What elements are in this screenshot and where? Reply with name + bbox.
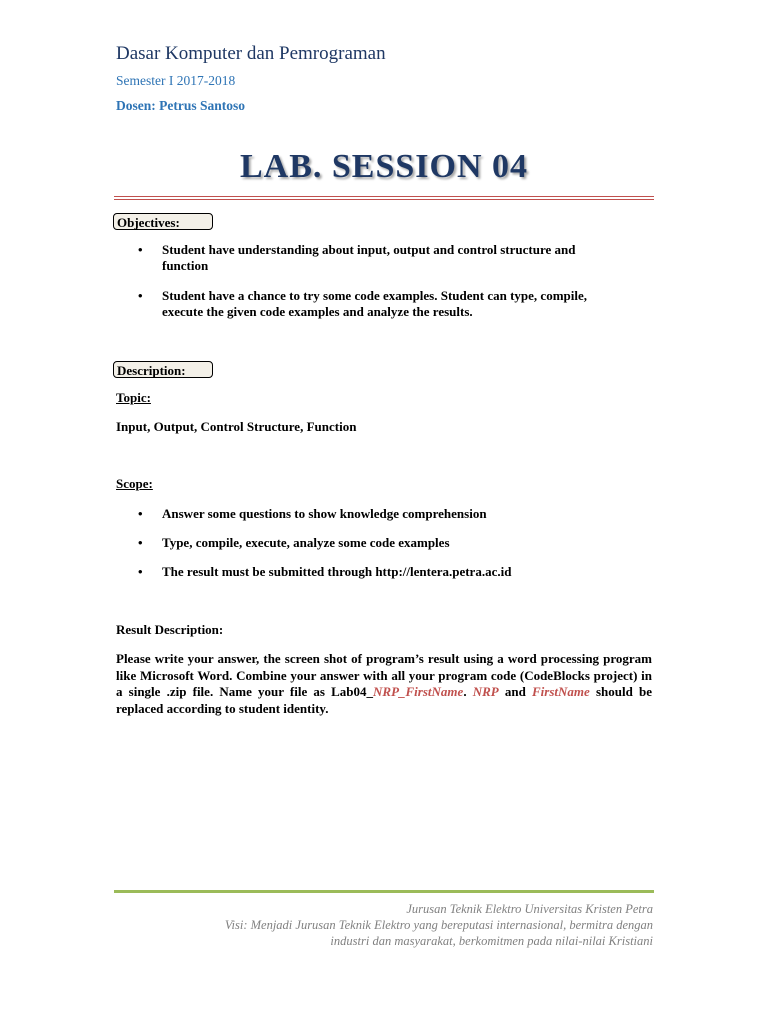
- semester-label: Semester I 2017-2018: [116, 73, 236, 88]
- result-text-part: Please write your answer, the screen shot of program’s result using a word processing program like Microsoft Word. Combine your answer with all your program code (CodeBlocks project) in a single .zip file. Name your file as Lab04_: [116, 651, 652, 699]
- bullet-icon: •: [138, 564, 143, 579]
- bullet-icon: •: [138, 506, 143, 521]
- lab-session-title: LAB. SESSION 04: [239, 148, 529, 185]
- list-item: [116, 288, 622, 320]
- objectives-label: Objectives:: [113, 213, 213, 230]
- list-item: [116, 564, 622, 580]
- bullet-icon: •: [138, 288, 143, 303]
- objective-text: Student have understanding about input, output and control structure and function: [162, 242, 576, 273]
- scope-list: [116, 506, 622, 593]
- scope-heading: Scope:: [116, 476, 153, 491]
- footer-divider: [114, 890, 654, 893]
- footer-line: industri dan masyarakat, berkomitmen pada nilai-nilai Kristiani: [330, 934, 653, 948]
- topic-text: Input, Output, Control Structure, Function: [116, 419, 357, 434]
- result-heading: Result Description:: [116, 622, 224, 637]
- result-emphasis: FirstName: [532, 684, 590, 699]
- bullet-icon: •: [138, 535, 143, 550]
- description-label: Description:: [113, 361, 213, 378]
- bullet-icon: •: [138, 242, 143, 257]
- objective-text: Student have a chance to try some code examples. Student can type, compile, execute the given code examples and analyze the results.: [162, 288, 587, 319]
- scope-text: Answer some questions to show knowledge comprehension: [162, 506, 487, 521]
- topic-heading: Topic:: [116, 390, 151, 405]
- result-text-part: and: [498, 684, 533, 699]
- footer-line: Visi: Menjadi Jurusan Teknik Elektro yang bereputasi internasional, bermitra dengan: [224, 918, 653, 932]
- result-emphasis: NRP: [472, 684, 499, 699]
- course-title: Dasar Komputer dan Pemrograman: [116, 43, 386, 64]
- scope-text: Type, compile, execute, analyze some code examples: [162, 535, 450, 550]
- lecturer-label: Dosen:: [116, 98, 156, 113]
- result-emphasis: NRP_FirstName: [373, 684, 464, 699]
- lecturer-name: Petrus Santoso: [159, 98, 246, 113]
- list-item: [116, 535, 622, 551]
- list-item: [116, 242, 622, 274]
- scope-text: The result must be submitted through http://lentera.petra.ac.id: [162, 564, 512, 579]
- result-text-part: should be replaced according to student identity.: [116, 684, 652, 716]
- lecturer-line: [116, 98, 245, 114]
- list-item: [116, 506, 622, 522]
- result-description: [116, 651, 652, 717]
- objectives-list: [116, 242, 622, 334]
- title-divider: [114, 196, 654, 200]
- result-text-part: .: [463, 684, 473, 699]
- footer: [114, 901, 653, 949]
- footer-line: Jurusan Teknik Elektro Universitas Kristen Petra: [406, 902, 653, 916]
